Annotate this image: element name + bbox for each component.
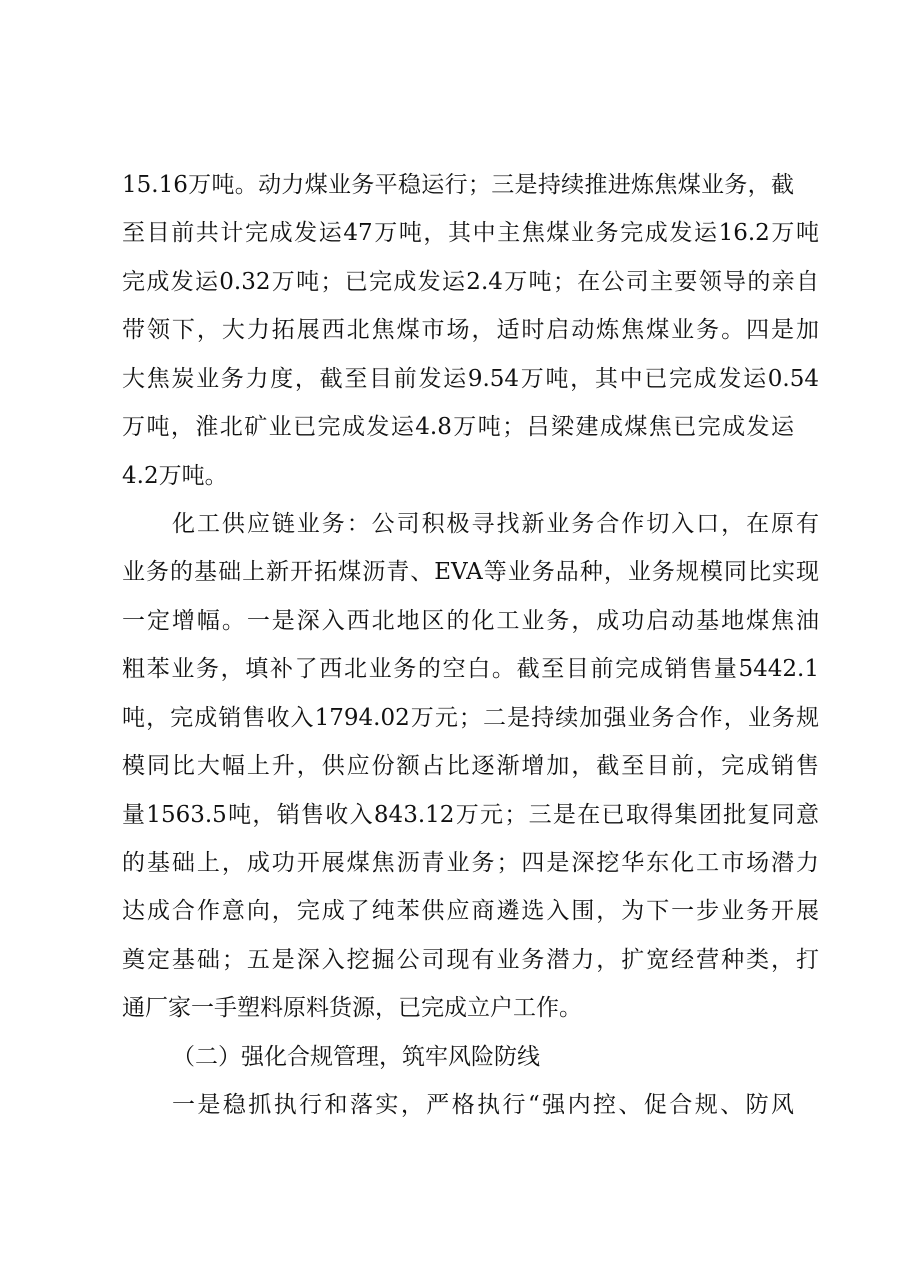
text-line-6: 万吨，淮北矿业已完成发运4.8万吨；吕梁建成煤焦已完成发运 — [122, 414, 794, 440]
text-line-17: 奠定基础；五是深入挖掘公司现有业务潜力，扩宽经营种类，打 — [122, 947, 819, 973]
text-line-5: 大焦炭业务力度，截至目前发运9.54万吨，其中已完成发运0.54 — [122, 366, 819, 392]
text-line-8: 化工供应链业务：公司积极寻找新业务合作切入口，在原有 — [172, 511, 819, 537]
text-line-2: 至目前共计完成发运47万吨，其中主焦煤业务完成发运16.2万吨 — [122, 220, 819, 246]
text-line-10: 一定增幅。一是深入西北地区的化工业务，成功启动基地煤焦油 — [122, 608, 819, 634]
text-line-1: 15.16万吨。动力煤业务平稳运行；三是持续推进炼焦煤业务，截 — [122, 172, 794, 198]
text-line-18: 通厂家一手塑料原料货源，已完成立户工作。 — [122, 995, 582, 1021]
text-line-15: 的基础上，成功开展煤焦沥青业务；四是深挖华东化工市场潜力 — [122, 850, 819, 876]
text-line-3: 完成发运0.32万吨；已完成发运2.4万吨；在公司主要领导的亲自 — [122, 269, 819, 295]
text-line-14: 量1563.5吨，销售收入843.12万元；三是在已取得集团批复同意 — [122, 802, 819, 828]
text-line-12: 吨，完成销售收入1794.02万元；二是持续加强业务合作，业务规 — [122, 705, 819, 731]
text-line-4: 带领下，大力拓展西北焦煤市场，适时启动炼焦煤业务。四是加 — [122, 317, 819, 343]
text-line-7: 4.2万吨。 — [122, 463, 228, 489]
text-line-20: 一是稳抓执行和落实，严格执行“强内控、促合规、防风 — [172, 1092, 794, 1118]
text-line-9: 业务的基础上新开拓煤沥青、EVA等业务品种，业务规模同比实现 — [122, 559, 819, 585]
section-heading: （二）强化合规管理，筑牢风险防线 — [172, 1044, 540, 1070]
text-line-16: 达成合作意向，完成了纯苯供应商遴选入围，为下一步业务开展 — [122, 898, 819, 924]
text-line-13: 模同比大幅上升，供应份额占比逐渐增加，截至目前，完成销售 — [122, 753, 819, 779]
text-line-11: 粗苯业务，填补了西北业务的空白。截至目前完成销售量5442.1 — [122, 656, 819, 682]
